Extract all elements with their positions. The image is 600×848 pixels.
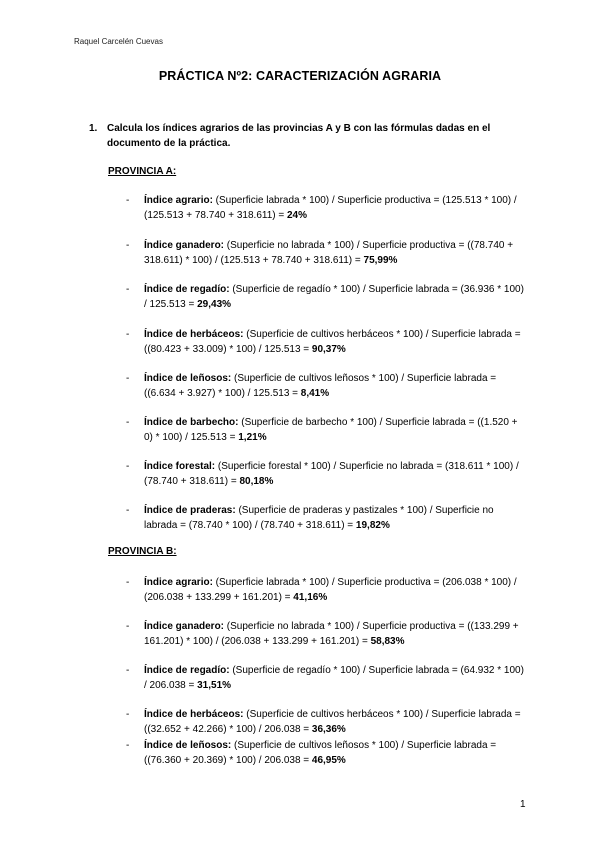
index-formula: (Superficie de regadío * 100) / Superficie labrada = (36.936 * 100) / 125.513 = xyxy=(144,284,524,310)
index-label: Índice agrario: xyxy=(144,577,213,588)
question-number: 1. xyxy=(89,123,98,134)
list-dash: - xyxy=(126,417,130,428)
list-dash: - xyxy=(126,329,130,340)
list-dash: - xyxy=(126,577,130,588)
index-result: 36,36% xyxy=(311,724,346,735)
index-result: 41,16% xyxy=(293,592,328,603)
index-result: 46,95% xyxy=(311,755,346,766)
index-label: Índice de herbáceos: xyxy=(144,329,244,340)
index-label: Índice ganadero: xyxy=(144,240,225,251)
list-dash: - xyxy=(126,195,130,206)
index-result: 24% xyxy=(287,210,308,221)
index-formula: (Superficie labrada * 100) / Superficie productiva = (125.513 * 100) / (125.513 + 78.740 + 318.611) = xyxy=(144,195,517,221)
index-formula: (Superficie no labrada * 100) / Superficie productiva = ((133.299 + 161.201) * 100) / (206.038 + 133.299 + 161.201) = xyxy=(144,621,519,647)
index-label: Índice ganadero: xyxy=(144,621,225,632)
section-heading-b: PROVINCIA B: xyxy=(108,546,177,557)
index-label: Índice agrario: xyxy=(144,195,213,206)
index-label: Índice forestal: xyxy=(144,461,216,472)
index-result: 29,43% xyxy=(197,299,232,310)
question-text: Calcula los índices agrarios de las provincias A y B con las fórmulas dadas en el documento de la práctica. xyxy=(107,123,491,149)
index-result: 8,41% xyxy=(300,388,330,399)
list-dash: - xyxy=(126,621,130,632)
index-result: 31,51% xyxy=(197,680,232,691)
index-formula: (Superficie de regadío * 100) / Superficie labrada = (64.932 * 100) / 206.038 = xyxy=(144,665,524,691)
index-label: Índice de regadío: xyxy=(144,284,230,295)
header-author: Raquel Carcelén Cuevas xyxy=(74,37,163,46)
index-label: Índice de barbecho: xyxy=(144,417,239,428)
list-dash: - xyxy=(126,505,130,516)
index-formula: (Superficie no labrada * 100) / Superficie productiva = ((78.740 + 318.611) * 100) / (125.513 + 78.740 + 318.611) = xyxy=(144,240,514,266)
list-dash: - xyxy=(126,461,130,472)
section-heading-a: PROVINCIA A: xyxy=(108,166,177,177)
index-formula: (Superficie de barbecho * 100) / Superficie labrada = ((1.520 + 0) * 100) / 125.513 = xyxy=(144,417,518,443)
index-result: 1,21% xyxy=(238,432,267,443)
list-dash: - xyxy=(126,373,130,384)
index-label: Índice de leñosos: xyxy=(144,373,232,384)
index-result: 90,37% xyxy=(311,344,346,355)
index-result: 80,18% xyxy=(239,476,274,487)
index-formula: (Superficie de cultivos leñosos * 100) / Superficie labrada = ((76.360 + 20.369) * 100) / 206.038 = xyxy=(144,740,497,766)
page-title: PRÁCTICA Nº2: CARACTERIZACIÓN AGRARIA xyxy=(158,69,442,83)
list-dash: - xyxy=(126,709,130,720)
page-number: 1 xyxy=(520,799,526,810)
index-label: Índice de herbáceos: xyxy=(144,709,244,720)
index-formula: (Superficie de praderas y pastizales * 100) / Superficie no labrada = (78.740 * 100) / (78.740 + 318.611) = xyxy=(144,505,494,531)
index-result: 19,82% xyxy=(355,520,390,531)
index-formula: (Superficie de cultivos herbáceos * 100) / Superficie labrada = ((80.423 + 33.009) * 100) / 125.513 = xyxy=(144,329,521,355)
index-formula: (Superficie labrada * 100) / Superficie productiva = (206.038 * 100) / (206.038 + 133.299 + 161.201) = xyxy=(144,577,517,603)
index-result: 58,83% xyxy=(370,636,405,647)
index-label: Índice de praderas: xyxy=(144,505,236,516)
index-result: 75,99% xyxy=(363,255,398,266)
list-dash: - xyxy=(126,740,130,751)
list-dash: - xyxy=(126,240,130,251)
index-formula: (Superficie forestal * 100) / Superficie no labrada = (318.611 * 100) / (78.740 + 318.611) = xyxy=(144,461,519,487)
index-label: Índice de regadío: xyxy=(144,665,230,676)
list-dash: - xyxy=(126,284,130,295)
index-formula: (Superficie de cultivos leñosos * 100) / Superficie labrada = ((6.634 + 3.927) * 100) / 125.513 = xyxy=(144,373,497,399)
list-dash: - xyxy=(126,665,130,676)
index-label: Índice de leñosos: xyxy=(144,740,232,751)
index-formula: (Superficie de cultivos herbáceos * 100) / Superficie labrada = ((32.652 + 42.266) * 100) / 206.038 = xyxy=(144,709,521,735)
